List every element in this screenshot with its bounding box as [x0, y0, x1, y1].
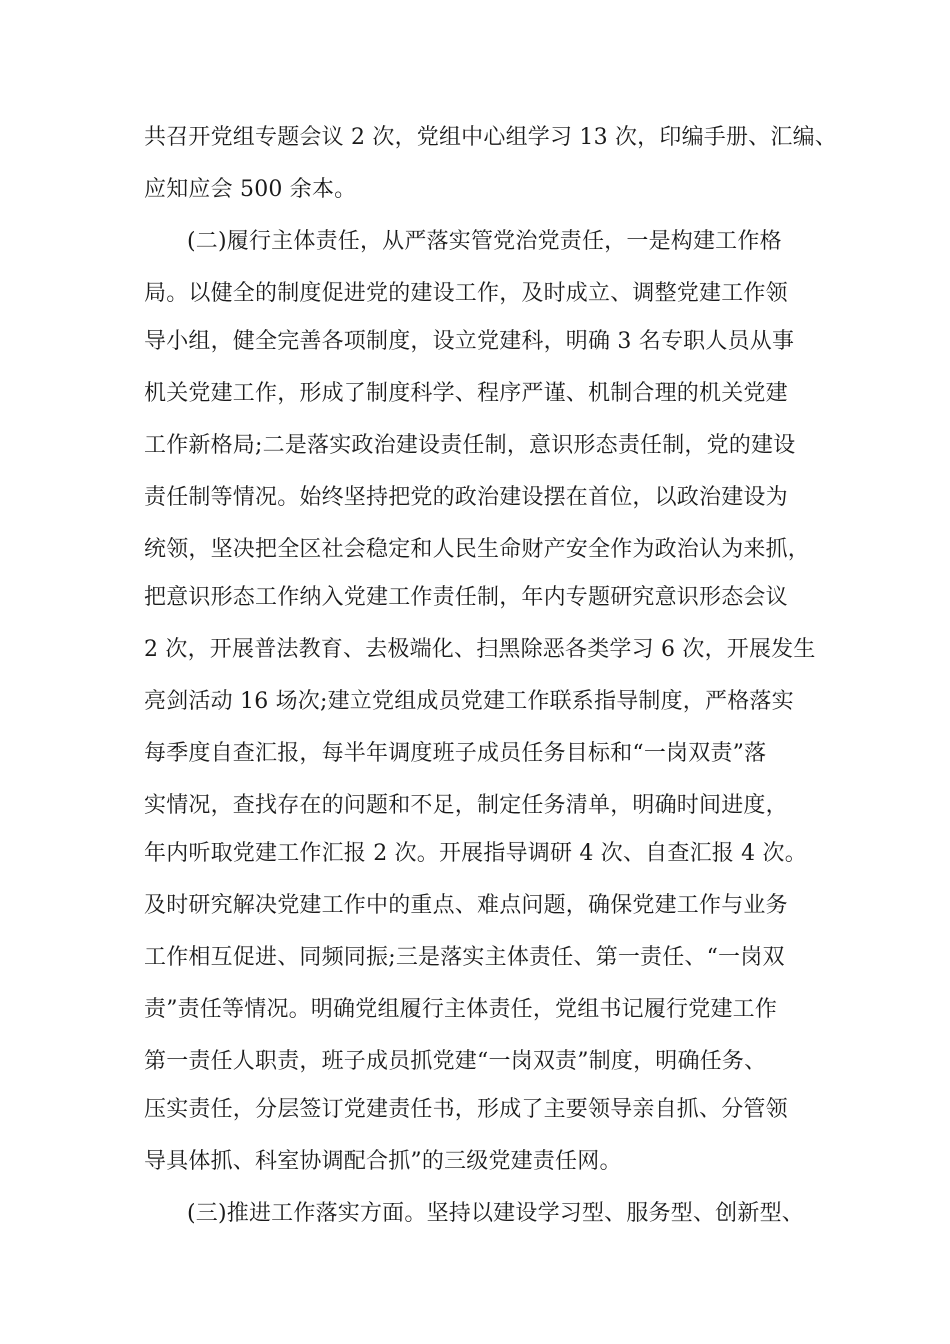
- text-line: 及时研究解决党建工作中的重点、难点问题，确保党建工作与业务: [144, 893, 788, 918]
- paragraph-start-line: (三)推进工作落实方面。坚持以建设学习型、服务型、创新型、: [187, 1201, 804, 1226]
- text-line: 把意识形态工作纳入党建工作责任制，年内专题研究意识形态会议: [144, 585, 788, 610]
- text-line: 年内听取党建工作汇报 2 次。开展指导调研 4 次、自查汇报 4 次。: [144, 841, 807, 866]
- text-line: 工作相互促进、同频同振;三是落实主体责任、第一责任、“一岗双: [144, 945, 785, 970]
- text-line: 导小组，健全完善各项制度，设立党建科，明确 3 名专职人员从事: [144, 329, 795, 354]
- text-line: 第一责任人职责，班子成员抓党建“一岗双责”制度，明确任务、: [144, 1049, 767, 1074]
- text-line: 亮剑活动 16 场次;建立党组成员党建工作联系指导制度，严格落实: [144, 689, 794, 714]
- text-line: 共召开党组专题会议 2 次，党组中心组学习 13 次，印编手册、汇编、: [144, 125, 837, 150]
- text-line: 局。以健全的制度促进党的建设工作，及时成立、调整党建工作领: [144, 281, 788, 306]
- text-line: 工作新格局;二是落实政治建设责任制，意识形态责任制，党的建设: [144, 433, 796, 458]
- text-line: 2 次，开展普法教育、去极端化、扫黑除恶各类学习 6 次，开展发生: [144, 637, 816, 662]
- text-line: 统领，坚决把全区社会稳定和人民生命财产安全作为政治认为来抓，: [144, 537, 811, 562]
- paragraph-start-line: (二)履行主体责任，从严落实管党治党责任，一是构建工作格: [187, 229, 782, 254]
- text-line: 应知应会 500 余本。: [144, 177, 357, 202]
- text-line: 每季度自查汇报，每半年调度班子成员任务目标和“一岗双责”落: [144, 741, 767, 766]
- text-line: 责任制等情况。始终坚持把党的政治建设摆在首位，以政治建设为: [144, 485, 788, 510]
- text-line: 机关党建工作，形成了制度科学、程序严谨、机制合理的机关党建: [144, 381, 788, 406]
- text-line: 责”责任等情况。明确党组履行主体责任，党组书记履行党建工作: [144, 997, 778, 1022]
- text-line: 实情况，查找存在的问题和不足，制定任务清单，明确时间进度，: [144, 793, 788, 818]
- text-line: 导具体抓、科室协调配合抓”的三级党建责任网。: [144, 1149, 622, 1174]
- text-line: 压实责任，分层签订党建责任书，形成了主要领导亲自抓、分管领: [144, 1097, 788, 1122]
